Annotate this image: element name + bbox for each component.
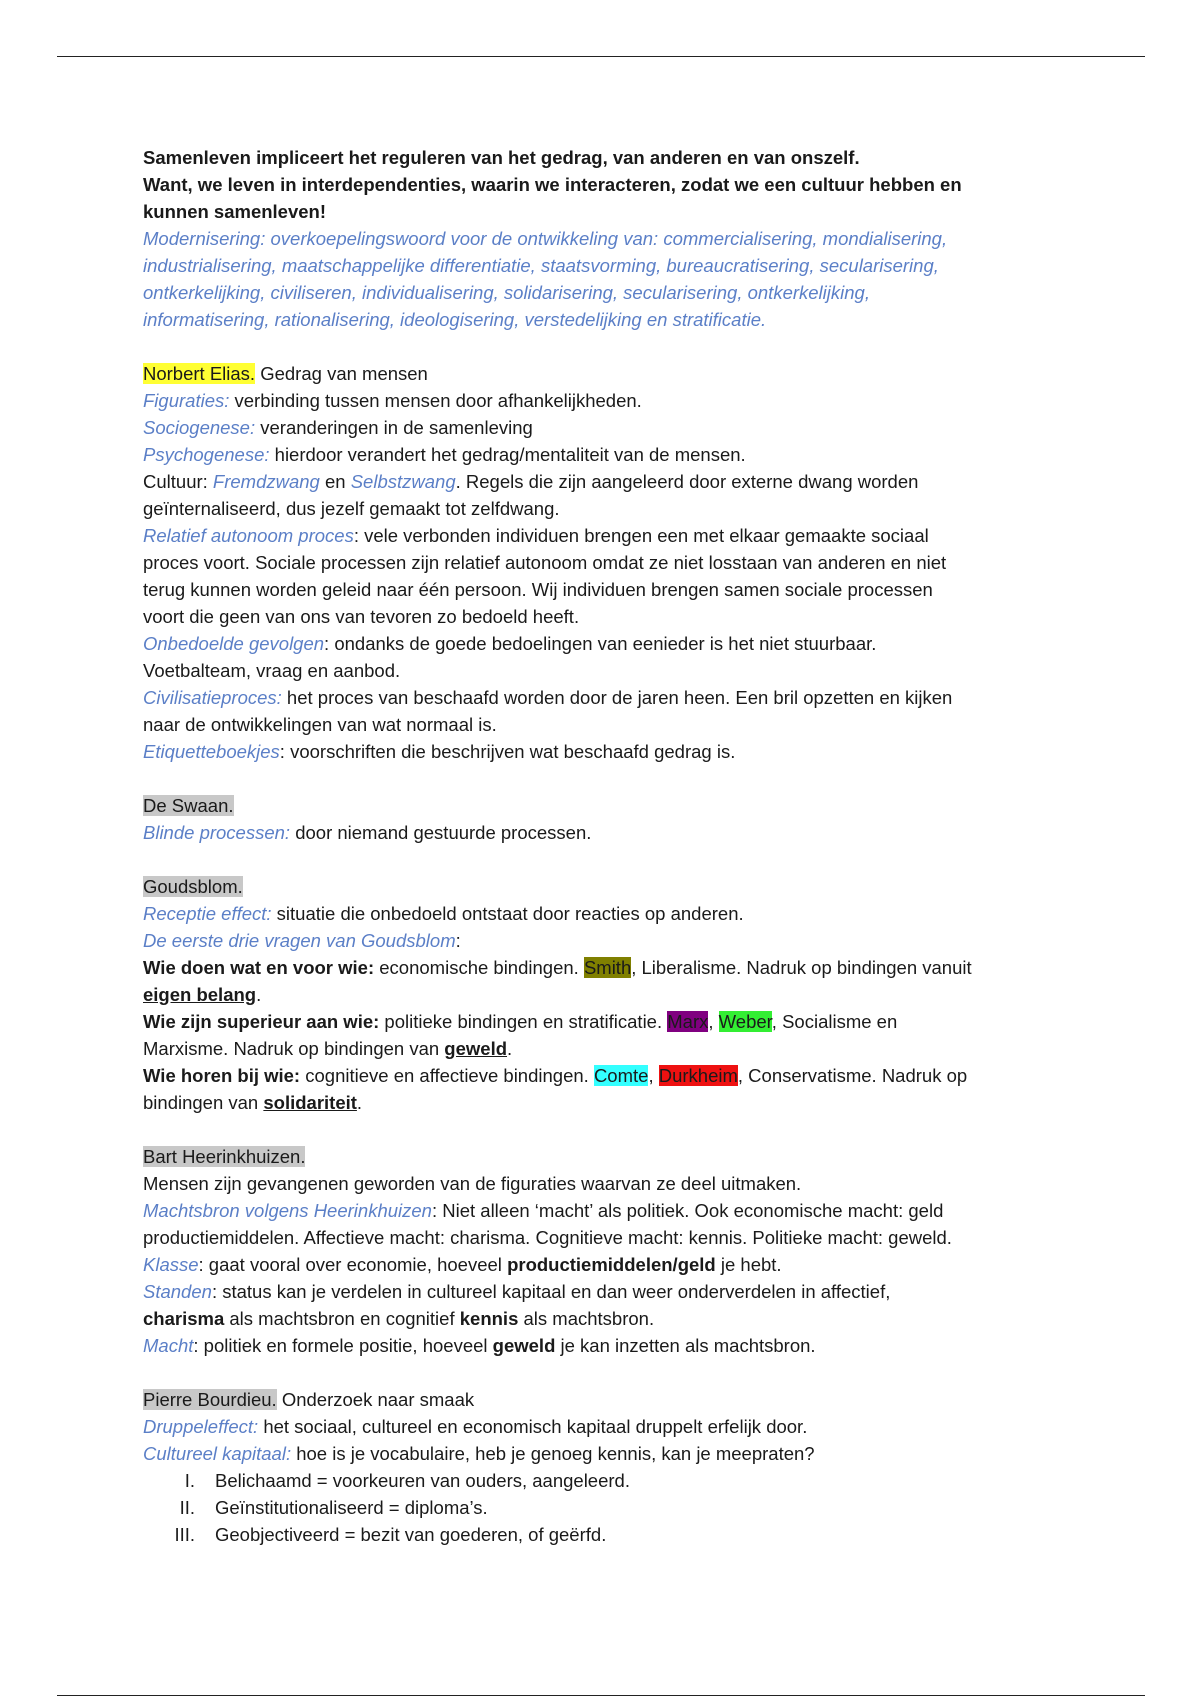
list-item-text: Belichaamd = voorkeuren van ouders, aangeleerd. — [215, 1470, 630, 1491]
section-goudsblom — [143, 873, 1058, 1116]
term-label: Fremdzwang — [212, 471, 320, 492]
modernisering-line: Modernisering: overkoepelingswoord voor de ontwikkeling van: commercialisering, mondialisering, — [143, 228, 948, 249]
term-label: Etiquetteboekjes — [143, 741, 280, 762]
thinker-weber: Weber — [718, 1011, 772, 1032]
emphasis-text: charisma — [143, 1308, 225, 1329]
definition-text: als machtsbron. — [518, 1308, 655, 1329]
definition-text: , Liberalisme. Nadruk op bindingen vanuit — [631, 957, 972, 978]
emphasis-text: geweld — [492, 1335, 556, 1356]
term-label: Machtsbron volgens Heerinkhuizen — [143, 1200, 432, 1221]
definition-text: voort die geen van ons van tevoren zo bedoeld heeft. — [143, 606, 580, 627]
section-bourdieu — [143, 1386, 1058, 1548]
term-label: Standen — [143, 1281, 212, 1302]
definition-text: : ondanks de goede bedoelingen van eenieder is het niet stuurbaar. — [324, 633, 877, 654]
footer-rule — [57, 1695, 1145, 1696]
term-label: Selbstzwang — [350, 471, 456, 492]
definition-text: situatie die onbedoeld ontstaat door reacties op anderen. — [271, 903, 744, 924]
modernisering-paragraph — [143, 225, 1058, 333]
definition-text: : voorschriften die beschrijven wat beschaafd gedrag is. — [279, 741, 736, 762]
section-heading-heerinkhuizen: Bart Heerinkhuizen. — [143, 1146, 306, 1167]
definition-text: hierdoor verandert het gedrag/mentaliteit van de mensen. — [269, 444, 746, 465]
question-label: Wie zijn superieur aan wie: — [143, 1011, 380, 1032]
modernisering-line: industrialisering, maatschappelijke differentiatie, staatsvorming, bureaucratisering, secularisering, — [143, 255, 939, 276]
section-swaan — [143, 792, 1058, 846]
definition-text: verbinding tussen mensen door afhankelijkheden. — [229, 390, 642, 411]
emphasis-text: solidariteit — [263, 1092, 357, 1113]
list-number: I. — [184, 1470, 195, 1491]
definition-text: , Conservatisme. Nadruk op — [737, 1065, 968, 1086]
section-heading-bourdieu: Pierre Bourdieu. — [143, 1389, 277, 1410]
definition-text: economische bindingen. — [374, 957, 584, 978]
definition-text: . — [356, 1092, 363, 1113]
definition-text: cognitieve en affectieve bindingen. — [300, 1065, 594, 1086]
list-number: II. — [179, 1497, 195, 1518]
emphasis-text: eigen belang — [143, 984, 257, 1005]
definition-text: terug kunnen worden geleid naar één persoon. Wij individuen brengen samen sociale processen — [143, 579, 933, 600]
definition-text: : — [455, 930, 461, 951]
thinker-comte: Comte — [593, 1065, 649, 1086]
emphasis-text: productiemiddelen/geld — [507, 1254, 716, 1275]
list-item — [143, 1494, 1058, 1521]
term-label: Figuraties: — [143, 390, 230, 411]
definition-text: geïnternaliseerd, dus jezelf gemaakt tot zelfdwang. — [143, 498, 560, 519]
term-label: Klasse — [143, 1254, 199, 1275]
definition-text: . — [507, 1038, 513, 1059]
list-item — [143, 1467, 1058, 1494]
definition-text: je hebt. — [715, 1254, 782, 1275]
list-item-text: Geïnstitutionaliseerd = diploma’s. — [215, 1497, 488, 1518]
term-label: Macht — [143, 1335, 194, 1356]
section-heading-subtitle: Gedrag van mensen — [255, 363, 428, 384]
definition-text: , Socialisme en — [771, 1011, 898, 1032]
section-heading-goudsblom: Goudsblom. — [143, 876, 243, 897]
list-item-text: Geobjectiveerd = bezit van goederen, of geërfd. — [215, 1524, 607, 1545]
section-heading-subtitle: Onderzoek naar smaak — [276, 1389, 475, 1410]
definition-text: Marxisme. Nadruk op bindingen van — [143, 1038, 445, 1059]
emphasis-text: kennis — [459, 1308, 519, 1329]
section-heading-swaan: De Swaan. — [143, 795, 234, 816]
definition-text: je kan inzetten als machtsbron. — [555, 1335, 816, 1356]
definition-text: , — [648, 1065, 659, 1086]
definition-text: : politiek en formele positie, hoeveel — [193, 1335, 493, 1356]
term-label: Psychogenese: — [143, 444, 270, 465]
thinker-marx: Marx — [667, 1011, 709, 1032]
definition-text: hoe is je vocabulaire, heb je genoeg kennis, kan je meepraten? — [291, 1443, 815, 1464]
intro-line: kunnen samenleven! — [143, 201, 327, 222]
definition-text: : vele verbonden individuen brengen een met elkaar gemaakte sociaal — [353, 525, 929, 546]
definition-text: , — [708, 1011, 719, 1032]
definition-text: : Niet alleen ‘macht’ als politiek. Ook economische macht: geld — [431, 1200, 944, 1221]
term-label: Relatief autonoom proces — [143, 525, 354, 546]
intro-line: Samenleven impliceert het reguleren van het gedrag, van anderen en van onszelf. — [143, 147, 860, 168]
section-elias — [143, 360, 1058, 765]
emphasis-text: geweld — [444, 1038, 508, 1059]
definition-text: : status kan je verdelen in cultureel kapitaal en dan weer onderverdelen in affectief, — [211, 1281, 891, 1302]
definition-text: veranderingen in de samenleving — [255, 417, 533, 438]
thinker-durkheim: Durkheim — [658, 1065, 738, 1086]
intro-paragraph — [143, 144, 1058, 225]
definition-text: politieke bindingen en stratificatie. — [379, 1011, 668, 1032]
document-body — [143, 144, 1058, 1548]
definition-text: naar de ontwikkelingen van wat normaal is. — [143, 714, 497, 735]
header-rule — [57, 56, 1145, 57]
definition-text: . — [256, 984, 262, 1005]
section-heerinkhuizen — [143, 1143, 1058, 1359]
definition-text: en — [319, 471, 351, 492]
term-label: Receptie effect: — [143, 903, 272, 924]
definition-text: het proces van beschaafd worden door de jaren heen. Een bril opzetten en kijken — [281, 687, 953, 708]
modernisering-line: informatisering, rationalisering, ideologisering, verstedelijking en stratificatie. — [143, 309, 767, 330]
definition-text: productiemiddelen. Affectieve macht: charisma. Cognitieve macht: kennis. Politieke macht: geweld. — [143, 1227, 952, 1248]
term-label: Blinde processen: — [143, 822, 291, 843]
question-label: Wie horen bij wie: — [143, 1065, 301, 1086]
definition-text: . Regels die zijn aangeleerd door externe dwang worden — [455, 471, 919, 492]
definition-text: als machtsbron en cognitief — [224, 1308, 460, 1329]
term-label: Civilisatieproces: — [143, 687, 282, 708]
section-heading-elias: Norbert Elias. — [143, 363, 256, 384]
definition-text: bindingen van — [143, 1092, 264, 1113]
question-label: Wie doen wat en voor wie: — [143, 957, 375, 978]
definition-text: : gaat vooral over economie, hoeveel — [198, 1254, 508, 1275]
intro-line: Want, we leven in interdependenties, waarin we interacteren, zodat we een cultuur hebben en — [143, 174, 962, 195]
term-label: Sociogenese: — [143, 417, 256, 438]
term-label: Cultureel kapitaal: — [143, 1443, 292, 1464]
definition-text: proces voort. Sociale processen zijn relatief autonoom omdat ze niet losstaan van anderen en niet — [143, 552, 947, 573]
term-label: Druppeleffect: — [143, 1416, 259, 1437]
definition-text: Mensen zijn gevangenen geworden van de figuraties waarvan ze deel uitmaken. — [143, 1173, 802, 1194]
definition-text: door niemand gestuurde processen. — [290, 822, 592, 843]
thinker-smith: Smith — [583, 957, 632, 978]
definition-text: het sociaal, cultureel en economisch kapitaal druppelt erfelijk door. — [258, 1416, 808, 1437]
definition-text: Voetbalteam, vraag en aanbod. — [143, 660, 401, 681]
term-label: De eerste drie vragen van Goudsblom — [143, 930, 456, 951]
term-label: Onbedoelde gevolgen — [143, 633, 325, 654]
definition-text: Cultuur: — [143, 471, 213, 492]
list-number: III. — [174, 1524, 195, 1545]
list-item — [143, 1521, 1058, 1548]
modernisering-line: ontkerkelijking, civiliseren, individualisering, solidarisering, secularisering, ontkerkelijking, — [143, 282, 870, 303]
